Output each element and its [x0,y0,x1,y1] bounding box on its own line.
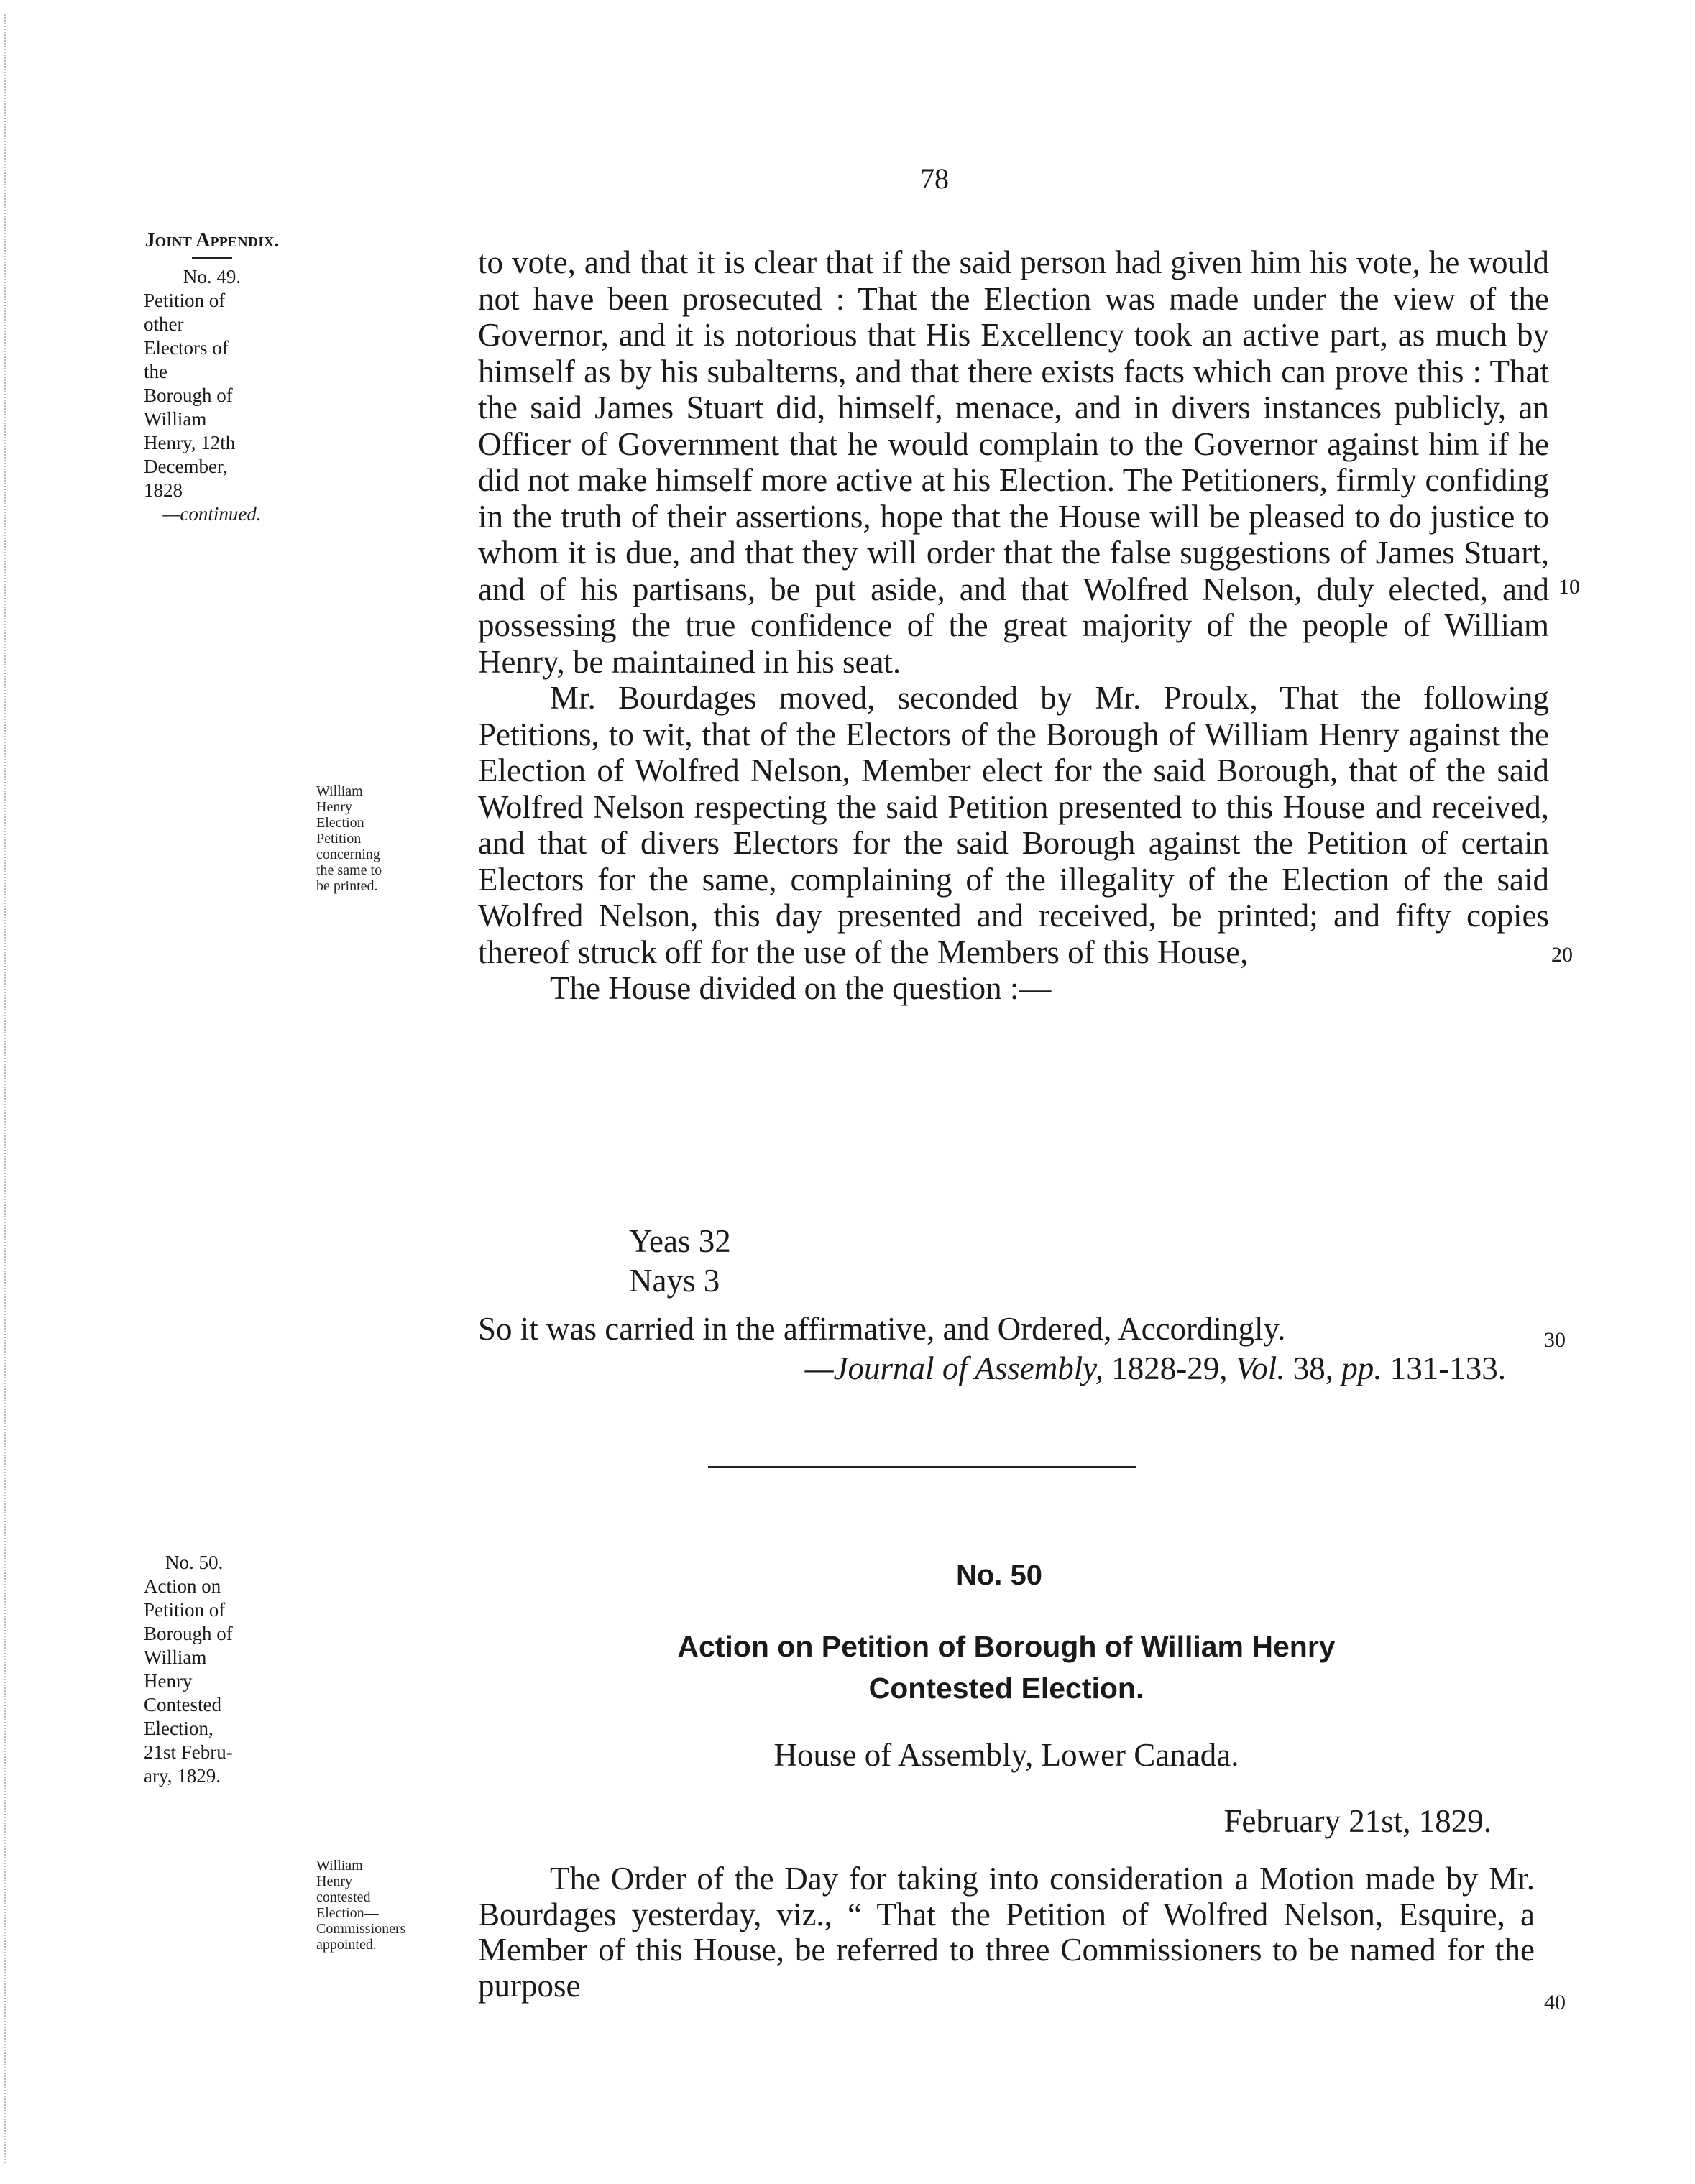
side-line: concerning [316,847,380,862]
side-line: other [144,313,184,335]
nays: Nays 3 [629,1263,720,1299]
cite-journal: —Journal of Assembly, [804,1350,1103,1386]
carried-line: So it was carried in the affirmative, and Ordered, Accordingly. [478,1311,1286,1347]
line-number-30: 30 [1544,1328,1566,1352]
side-line: Election, [144,1718,213,1739]
side-line: Contested [144,1694,221,1715]
section-number: No. 50 [955,1559,1043,1591]
side-note-no49 [122,229,302,526]
page-number: 78 [920,162,949,195]
side-line: Petition [316,831,362,847]
section-body [478,1861,1535,2004]
line-number-20: 20 [1551,943,1573,967]
section-title-line: Action on Petition of Borough of William Henry [677,1630,1336,1663]
side-line: ary, 1829. [144,1765,221,1787]
side-line: contested [316,1889,371,1905]
section-date: February 21st, 1829. [1223,1803,1492,1839]
side-line: Commissioners [316,1921,406,1937]
cite-pp: 131-133. [1389,1350,1506,1386]
side-line: Borough of [144,384,233,406]
cite-vol-label: Vol. [1235,1350,1285,1386]
side-line: William [316,1858,363,1874]
side-line: Henry, 12th [144,432,236,453]
paragraph: to vote, and that it is clear that if the said person had given him his vote, he would not have been prosecuted : That the Election was made under the view of the Governor, and it is notorious that His Excellency took an active part, as much by himself as by his subalterns, and that there exists facts which can prove this : That the said James Stuart did, himself, menace, and in divers instances publicly, an Officer of Government that he would complain to the Governor against him if he did not make himself more active at his Election. The Petitioners, firmly confiding in the truth of their assertions, hope that the House will be pleased to do justice to whom it is due, and that they will order that the false suggestions of James Stuart, and of his partisans, be put aside, and that Wolfred Nelson, duly elected, and possessing the true confidence of the great majority of the people of William Henry, be maintained in his seat. [478,244,1549,680]
side-line: William [144,408,207,430]
side-line: be printed. [316,878,378,894]
side-note-commissioners [316,1858,446,1953]
side-note-no50 [122,1551,302,1788]
side-line: Election— [316,815,379,831]
side-line: Henry [316,1874,352,1889]
citation [478,1349,1549,1388]
side-line: Petition of [144,1599,226,1621]
side-line: Action on [144,1575,221,1597]
side-line: the [144,361,167,382]
side-line: appointed. [316,1937,377,1953]
side-line: William [144,1646,207,1668]
cite-pp-label: pp. [1341,1350,1382,1386]
section-title-line: Contested Election. [868,1672,1144,1705]
side-number: No. 50. [165,1552,224,1573]
paragraph: Mr. Bourdages moved, seconded by Mr. Proulx, That the following Petitions, to wit, that of the Electors of the Borough of William Henry against the Election of Wolfred Nelson, Member elect for the said Borough, that of the said Wolfred Nelson respecting the said Petition presented to this House and received, and that of divers Electors for the said Borough against the Petition of certain Electors for the same, complaining of the illegality of the Election of the said Wolfred Nelson, this day presented and received, be printed; and fifty copies thereof struck off for the use of the Members of this House, [478,680,1549,970]
section-divider [708,1466,1136,1468]
side-line: Electors of [144,337,229,359]
side-line: December, [144,456,228,477]
side-continued: —continued. [162,503,262,525]
section-place: House of Assembly, Lower Canada. [773,1737,1239,1773]
side-line: William [316,783,363,799]
side-rule [192,257,232,259]
line-number-10: 10 [1558,575,1580,599]
cite-vol: 38, [1292,1350,1333,1386]
side-line: Borough of [144,1623,233,1644]
side-line: the same to [316,862,382,878]
side-number: No. 49. [183,266,242,287]
division-line: The House divided on the question :— [550,970,1052,1006]
scan-edge-marks [4,14,16,2163]
line-number-40: 40 [1544,1991,1566,2014]
closing [478,1309,1549,1388]
side-line: Henry [144,1670,193,1692]
side-line: 21st Febru- [144,1741,233,1763]
yeas: Yeas 32 [629,1223,731,1259]
vote-tally [629,1222,731,1301]
side-line: Election— [316,1905,379,1921]
section-title [561,1626,1452,1709]
paragraph: The Order of the Day for taking into consideration a Motion made by Mr. Bourdages yesterday, viz., “ That the Petition of Wolfred Nelson, Esquire, a Member of this House, be referred to three Commissioners to be named for the purpose [478,1861,1535,2004]
cite-years: 1828-29, [1111,1350,1228,1386]
body-text [478,244,1549,1007]
side-line: 1828 [144,479,183,501]
side-header: Joint Appendix. [144,229,280,252]
side-line: Petition of [144,290,226,311]
side-line: Henry [316,799,352,815]
side-note-printed [316,783,446,894]
